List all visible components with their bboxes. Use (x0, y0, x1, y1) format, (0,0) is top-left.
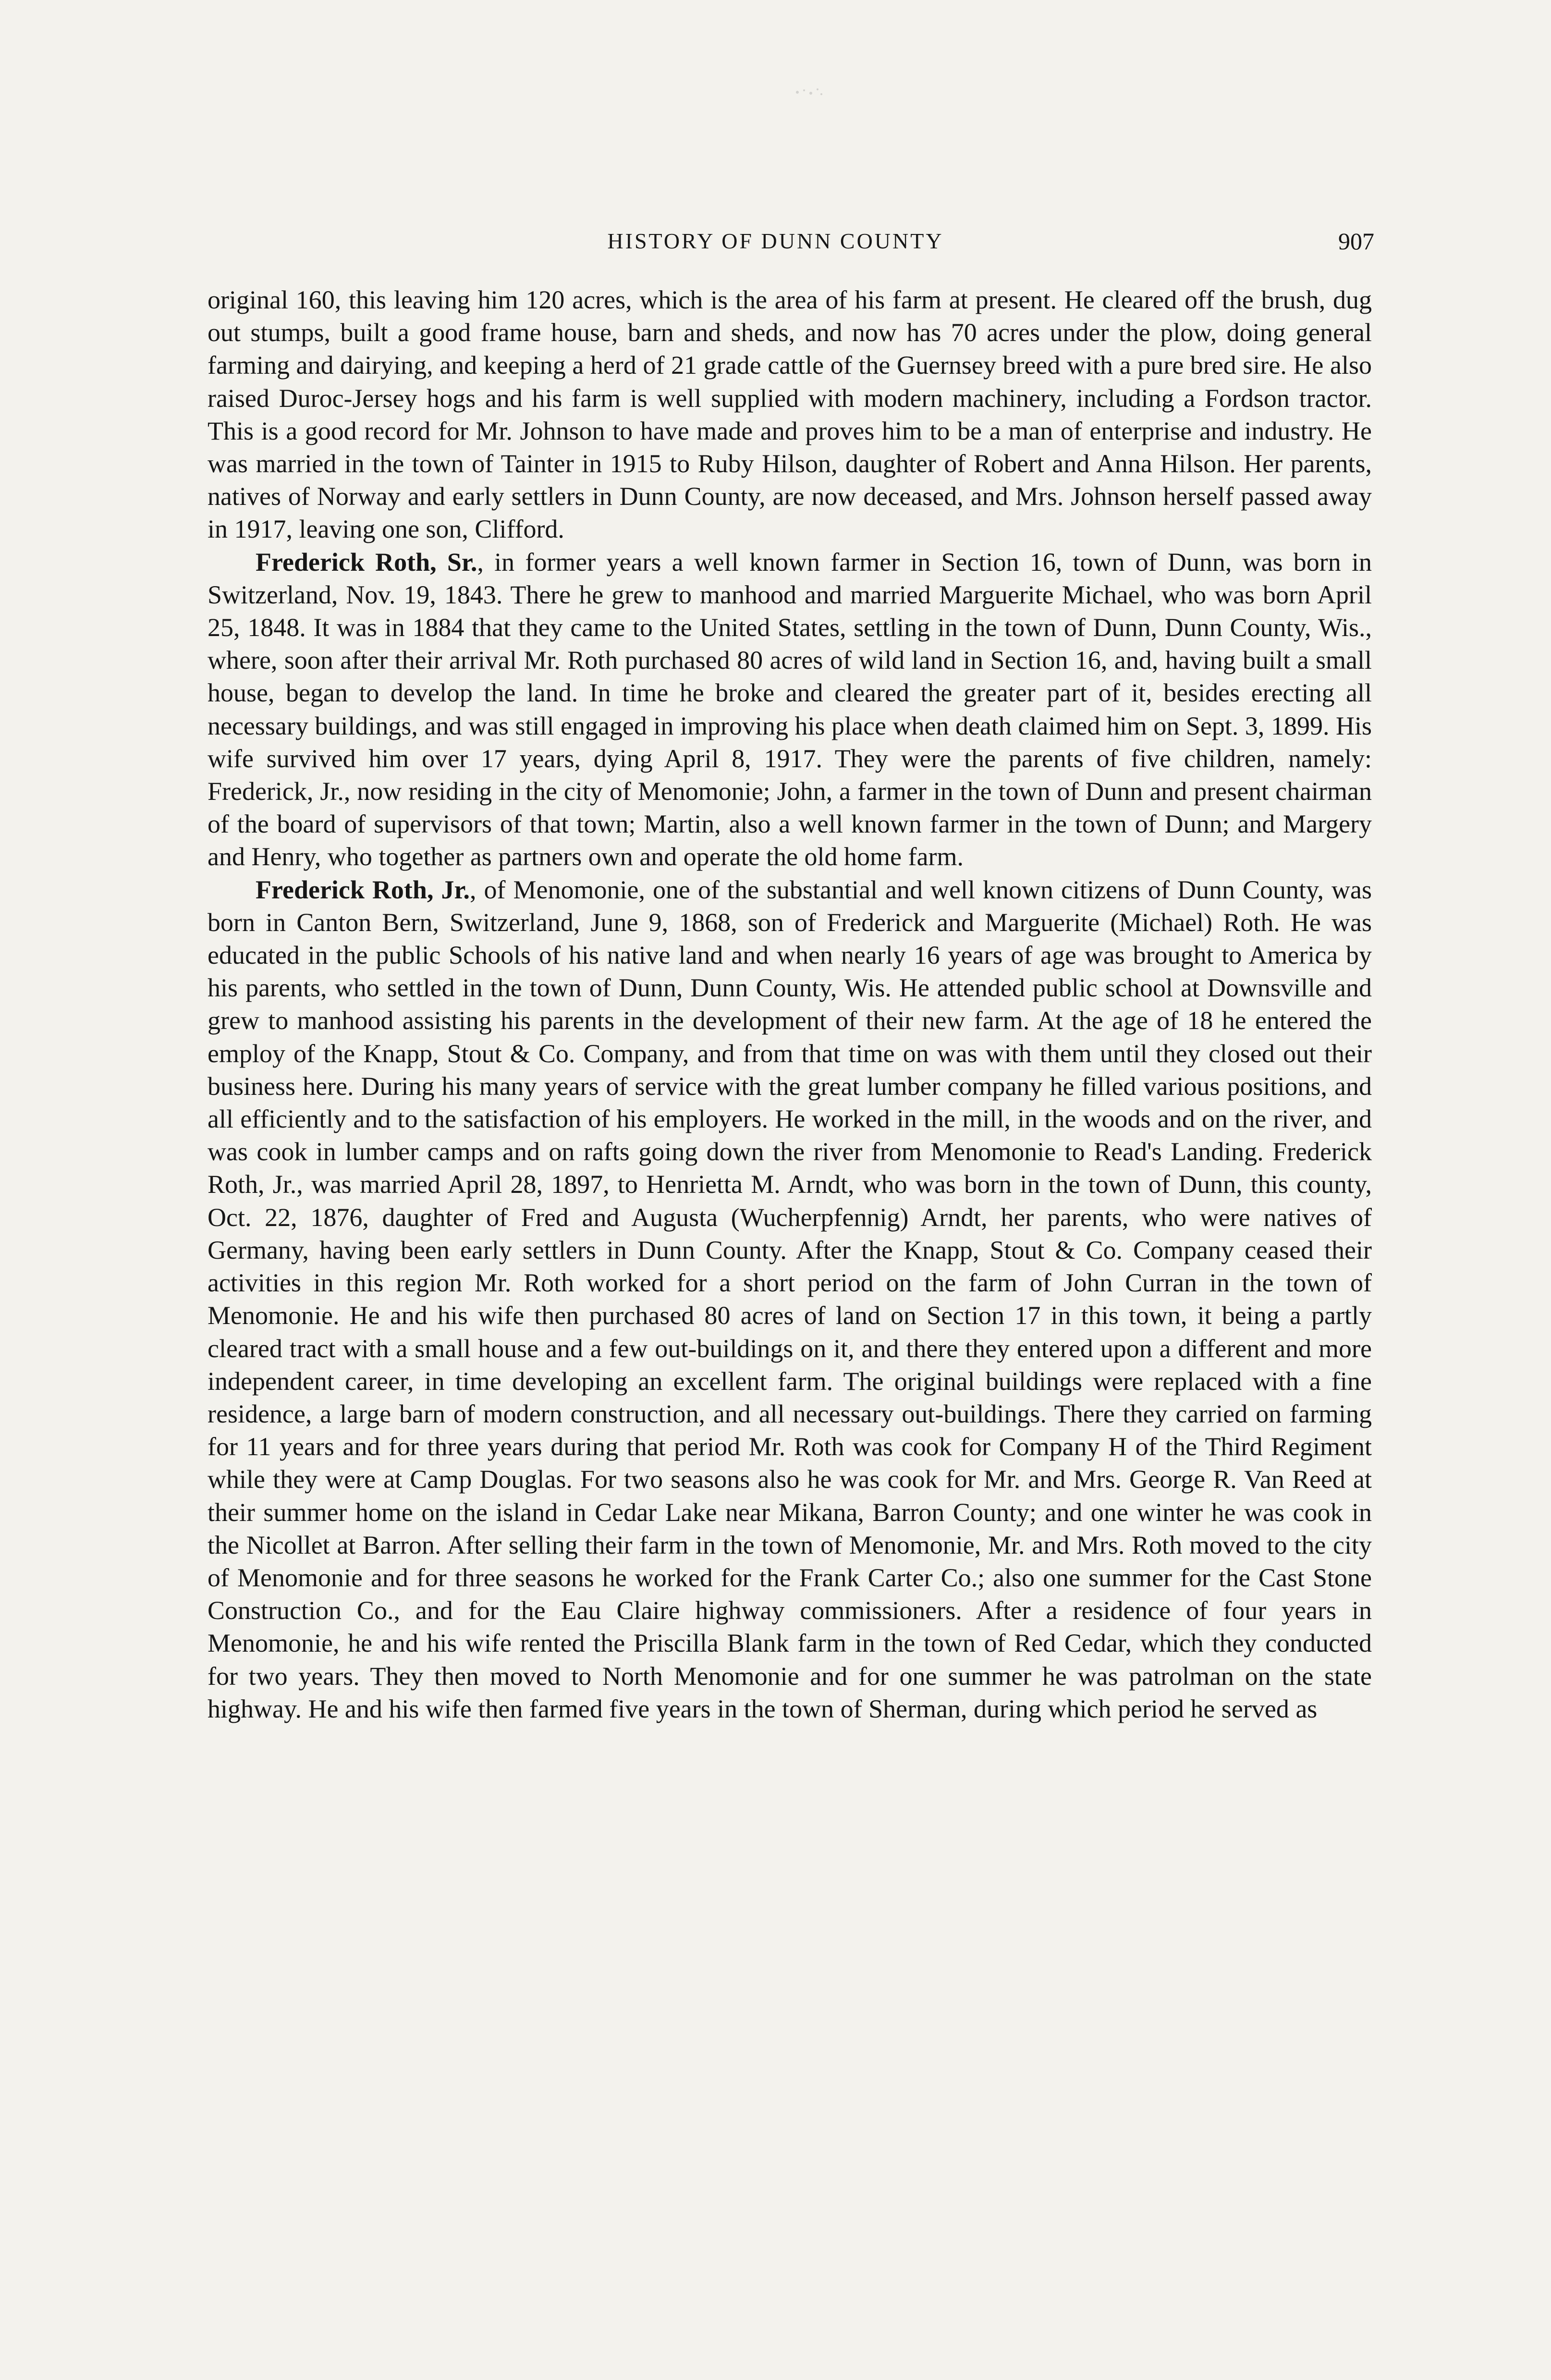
body-text (208, 283, 1372, 1725)
paragraph-frederick-roth-sr (208, 546, 1372, 873)
paragraph-frederick-roth-jr (208, 873, 1372, 1725)
paragraph-text: original 160, this leaving him 120 acres, which is the area of his farm at present. He cleared off the brush, dug out stumps, built a good frame house, barn and sheds, and now has 70 acres under the plow, doing general farming and dairying, and keeping a herd of 21 grade cattle of the Guernsey breed with a pure bred sire. He also raised Duroc-Jersey hogs and his farm is well supplied with modern machinery, including a Fordson tractor. This is a good record for Mr. Johnson to have made and proves him to be a man of enterprise and industry. He was married in the town of Tainter in 1915 to Ruby Hilson, daughter of Robert and Anna Hilson. Her parents, natives of Norway and early settlers in Dunn County, are now deceased, and Mrs. Johnson herself passed away in 1917, leaving one son, Clifford. (208, 285, 1372, 544)
paragraph-text: , of Menomonie, one of the substantial and well known citizens of Dunn County, was born in Canton Bern, Switzerland, June 9, 1868, son of Frederick and Marguerite (Michael) Roth. He was educated in the public Schools of his native land and when nearly 16 years of age was brought to America by his parents, who settled in the town of Dunn, Dunn County, Wis. He attended public school at Downsville and grew to manhood assisting his parents in the development of their new farm. At the age of 18 he entered the employ of the Knapp, Stout & Co. Company, and from that time on was with them until they closed out their business here. During his many years of service with the great lumber company he filled various positions, and all efficiently and to the satisfaction of his employers. He worked in the mill, in the woods and on the river, and was cook in lumber camps and on rafts going down the river from Menomonie to Read's Landing. Frederick Roth, Jr., was married April 28, 1897, to Henrietta M. Arndt, who was born in the town of Dunn, this county, Oct. 22, 1876, daughter of Fred and Augusta (Wucherpfennig) Arndt, her parents, who were natives of Germany, having been early settlers in Dunn County. After the Knapp, Stout & Co. Company ceased their activities in this region Mr. Roth worked for a short period on the farm of John Curran in the town of Menomonie. He and his wife then purchased 80 acres of land on Section 17 in this town, it being a partly cleared tract with a small house and a few out-buildings on it, and there they entered upon a different and more independent career, in time developing an excellent farm. The original buildings were replaced with a fine residence, a large barn of modern construction, and all necessary out-buildings. There they carried on farming for 11 years and for three years during that period Mr. Roth was cook for Company H of the Third Regiment while they were at Camp Douglas. For two seasons also he was cook for Mr. and Mrs. George R. Van Reed at their summer home on the island in Cedar Lake near Mikana, Barron County; and one winter he was cook in the Nicollet at Barron. After selling their farm in the town of Menomonie, Mr. and Mrs. Roth moved to the city of Menomonie and for three seasons he worked for the Frank Carter Co.; also one summer for the Cast Stone Construction Co., and for the Eau Claire highway commissioners. After a residence of four years in Menomonie, he and his wife rented the Priscilla Blank farm in the town of Red Cedar, which they conducted for two years. They then moved to North Menomonie and for one summer he was patrolman on the state highway. He and his wife then farmed five years in the town of Sherman, during which period he served as (208, 875, 1372, 1723)
paper-speck-mark (788, 82, 831, 101)
page-number: 907 (1338, 228, 1374, 255)
running-title: HISTORY OF DUNN COUNTY (607, 229, 944, 253)
page-header (0, 222, 1551, 260)
paragraph-text: , in former years a well known farmer in Section 16, town of Dunn, was born in Switzerland, Nov. 19, 1843. There he grew to manhood and married Marguerite Michael, who was born April 25, 1848. It was in 1884 that they came to the United States, settling in the town of Dunn, Dunn County, Wis., where, soon after their arrival Mr. Roth purchased 80 acres of wild land in Section 16, and, having built a small house, began to develop the land. In time he broke and cleared the greater part of it, besides erecting all necessary buildings, and was still engaged in improving his place when death claimed him on Sept. 3, 1899. His wife survived him over 17 years, dying April 8, 1917. They were the parents of five children, namely: Frederick, Jr., now residing in the city of Menomonie; John, a farmer in the town of Dunn and present chairman of the board of supervisors of that town; Martin, also a well known farmer in the town of Dunn; and Margery and Henry, who together as partners own and operate the old home farm. (208, 547, 1372, 871)
entry-name: Frederick Roth, Jr. (256, 875, 470, 904)
paragraph-johnson-continued (208, 283, 1372, 546)
entry-name: Frederick Roth, Sr. (256, 547, 477, 577)
